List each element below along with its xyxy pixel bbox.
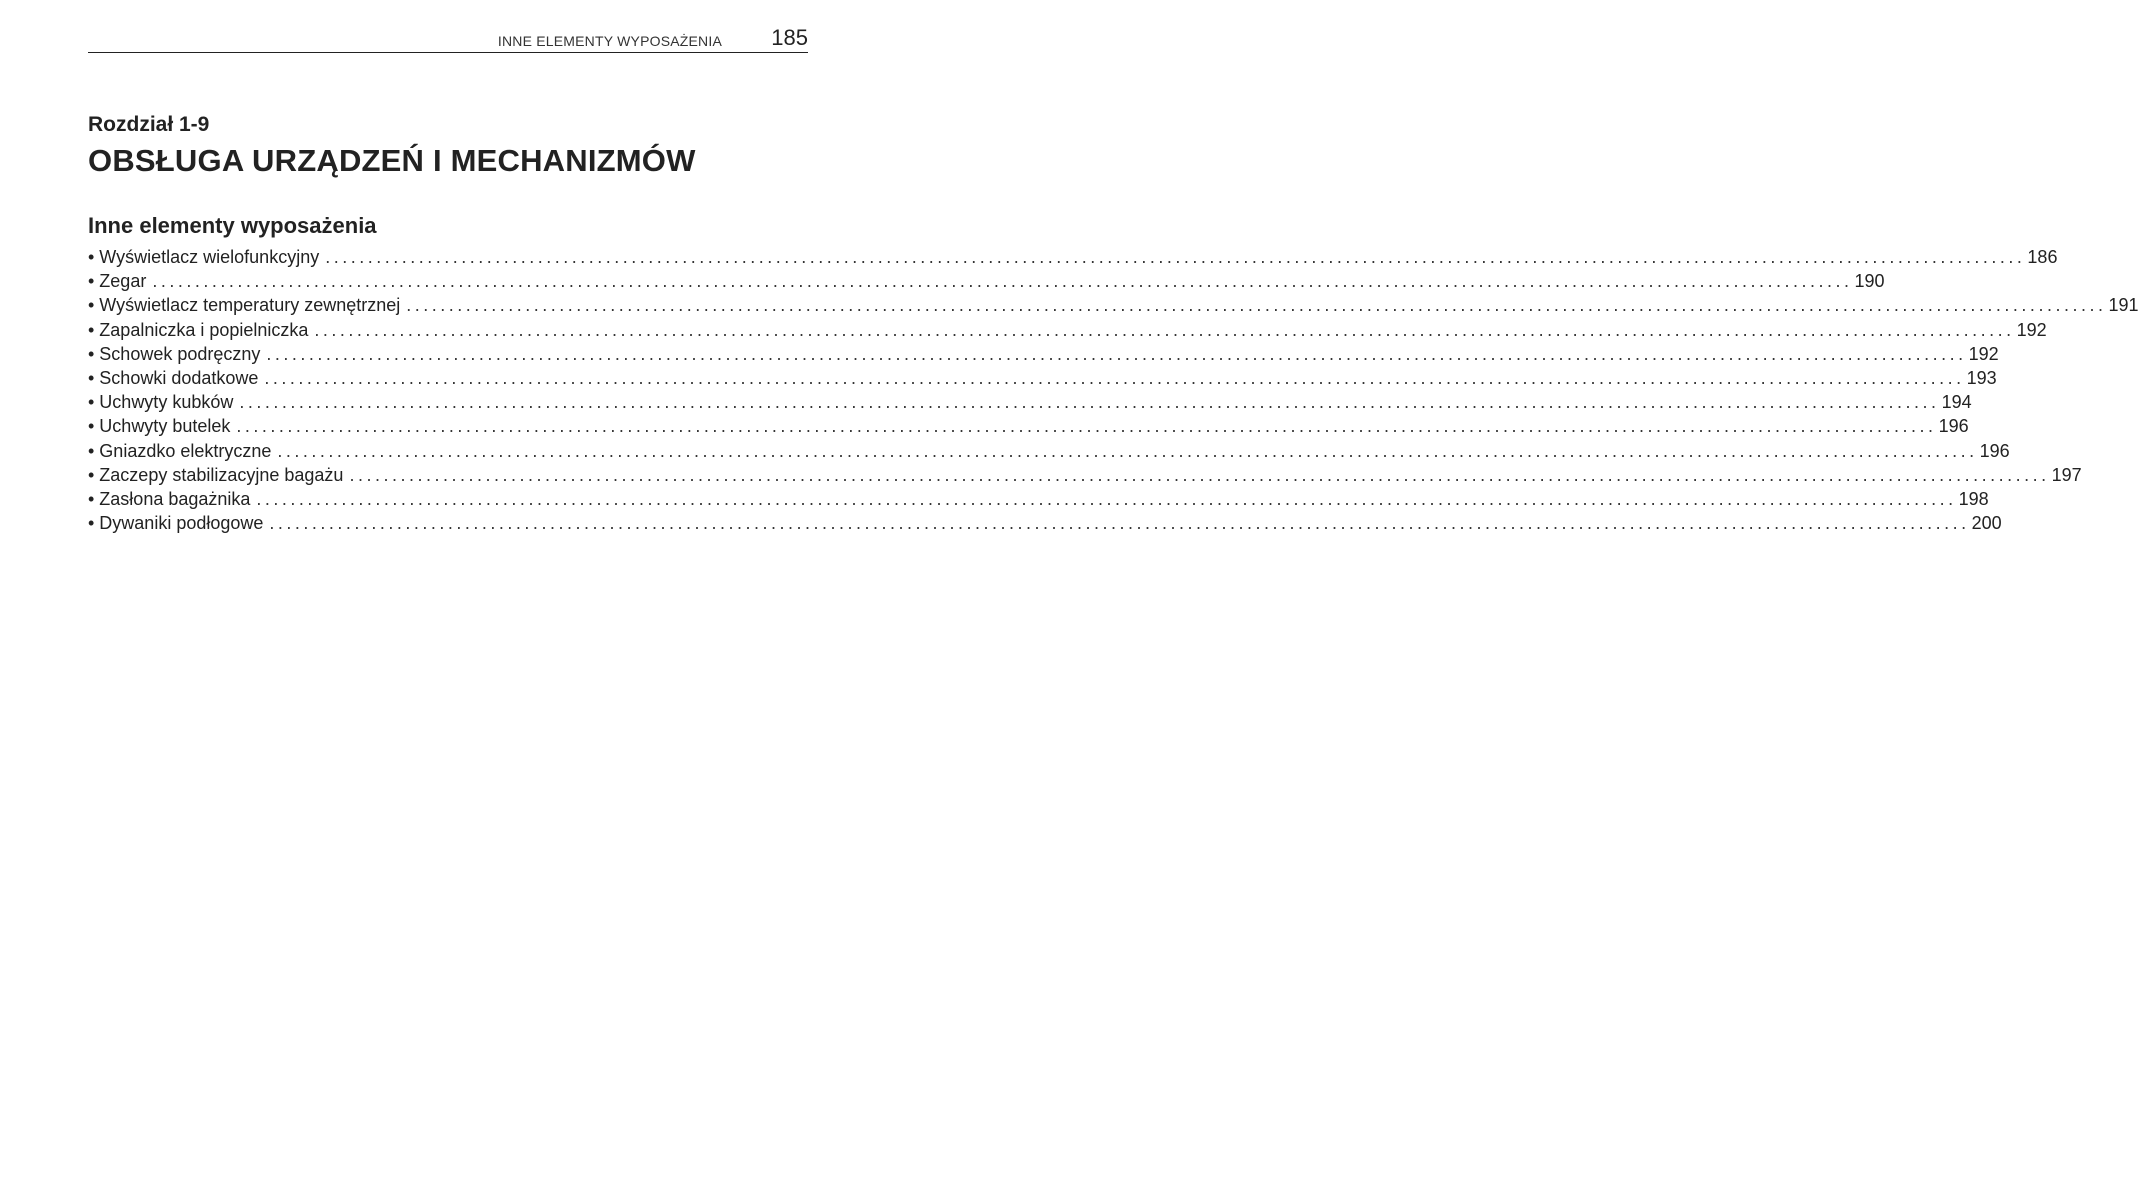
toc-entry-label: • Gniazdko elektryczne [88,440,272,461]
toc-entry[interactable] [88,367,1997,392]
toc-entry-label: • Zegar [88,271,147,292]
toc-entry[interactable] [88,392,1972,416]
toc-entry-label: • Zaczepy stabilizacyjne bagażu [88,464,344,485]
toc-entry-page: 196 [1938,416,1969,437]
toc-dot-leader: ........................................................................................................................................................................................................ [406,295,2107,316]
toc-entry-label: • Schowek podręczny [88,343,261,364]
toc-dot-leader: ........................................................................................................................................................................................................ [277,440,1978,461]
toc-dot-leader: ........................................................................................................................................................................................................ [236,416,1937,437]
toc-entry[interactable] [88,488,1989,513]
toc-entry[interactable] [88,416,1969,440]
toc-dot-leader: ........................................................................................................................................................................................................ [264,367,1965,388]
toc-entry-label: • Uchwyty butelek [88,416,231,437]
running-title: INNE ELEMENTY WYPOSAŻENIA [497,33,722,49]
toc-dot-leader: ........................................................................................................................................................................................................ [266,343,1967,364]
toc-dot-leader: ........................................................................................................................................................................................................ [152,271,1853,292]
toc-entry[interactable] [88,271,1885,295]
toc-entry-label: • Zasłona bagażnika [88,488,251,509]
toc-dot-leader: ........................................................................................................................................................................................................ [314,319,2015,340]
toc-dot-leader: ........................................................................................................................................................................................................ [239,392,1940,413]
chapter-label: Rozdział 1-9 [88,113,210,136]
toc-entry-page: 194 [1941,392,1972,413]
toc-dot-leader: ........................................................................................................................................................................................................ [349,464,2050,485]
toc-entry-label: • Wyświetlacz wielofunkcyjny [88,247,320,267]
toc-entry[interactable] [88,343,1999,368]
toc-entry-page: 186 [2027,247,2058,267]
toc-entry-page: 190 [1854,271,1885,292]
toc-dot-leader: ........................................................................................................................................................................................................ [256,488,1957,509]
chapter-title: OBSŁUGA URZĄDZEŃ I MECHANIZMÓW [88,143,696,178]
table-of-contents [88,247,2139,537]
toc-entry-label: • Wyświetlacz temperatury zewnętrznej [88,295,401,316]
toc-entry-label: • Zapalniczka i popielniczka [88,319,309,340]
toc-entry-page: 192 [2016,319,2047,340]
toc-dot-leader: ........................................................................................................................................................................................................ [269,513,1970,534]
toc-entry-page: 200 [1971,513,2002,534]
toc-entry-page: 198 [1958,488,1989,509]
toc-entry[interactable] [88,513,2002,537]
toc-entry-label: • Uchwyty kubków [88,392,234,413]
toc-entry-page: 193 [1966,367,1997,388]
page-number: 185 [771,25,808,50]
toc-entry[interactable] [88,464,2082,489]
toc-entry-label: • Schowki dodatkowe [88,367,259,388]
toc-dot-leader: ........................................................................................................................................................................................................ [325,247,2026,267]
toc-entry[interactable] [88,319,2047,344]
toc-entry[interactable] [88,295,2139,319]
section-title: Inne elementy wyposażenia [88,213,377,238]
toc-entry[interactable] [88,440,2010,465]
toc-entry-page: 197 [2051,464,2082,485]
toc-entry-page: 191 [2108,295,2139,316]
toc-entry[interactable] [88,247,2058,271]
toc-entry-page: 192 [1968,343,1999,364]
toc-entry-page: 196 [1979,440,2010,461]
running-header [88,24,808,53]
toc-entry-label: • Dywaniki podłogowe [88,513,264,534]
